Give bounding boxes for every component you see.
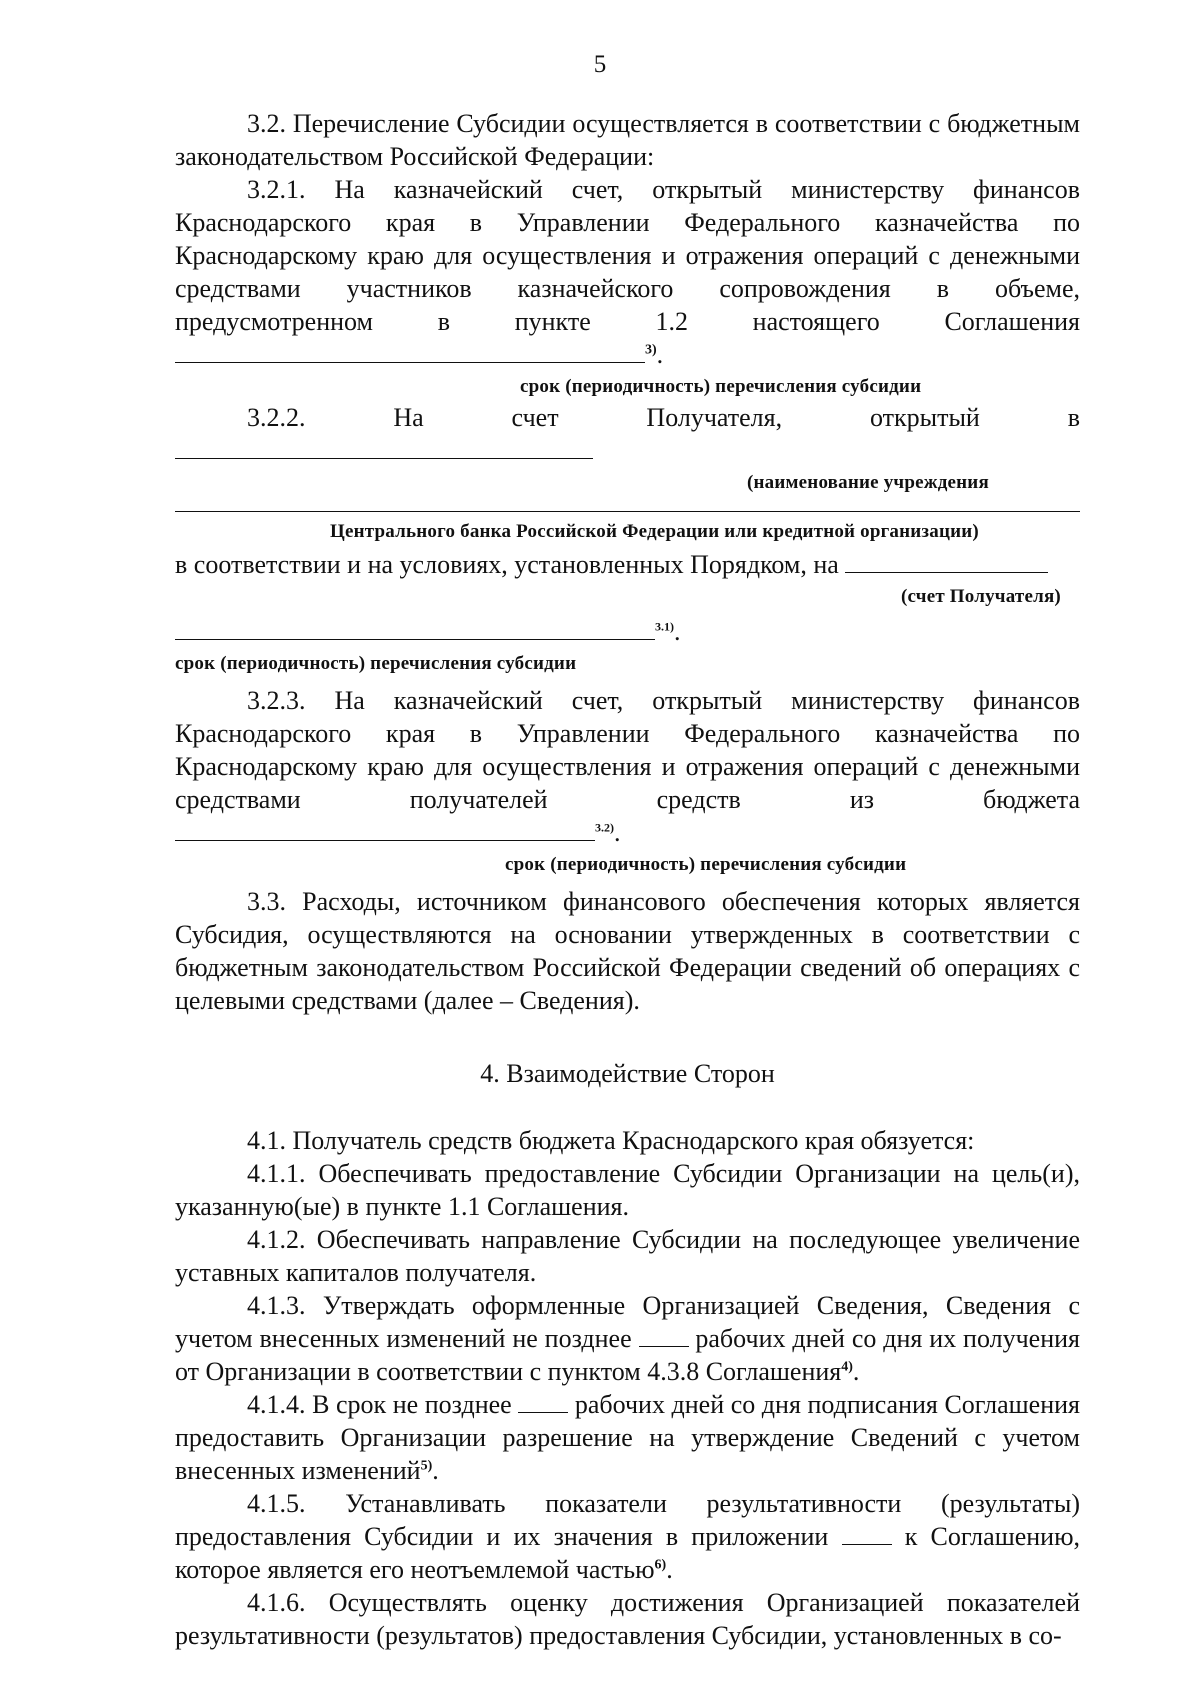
caption-bank-name: (наименование учреждения — [747, 472, 989, 493]
blank-line-bank-name — [175, 457, 593, 459]
clause-3-2-3-text: 3.2.3. На казначейский счет, открытый министерству финансов Краснодарского края в Управлении Федерального казначейства по Краснодарскому краю для осуществления и отражения операций с денежными средствами получателей средств из бюджета — [175, 686, 1080, 814]
clause-3-2-2-cont — [175, 548, 1080, 581]
clause-4-1-6: 4.1.6. Осуществлять оценку достижения Организацией показателей результативности (результатов) предоставления Субсидии, установленных в со- — [175, 1588, 1080, 1650]
caption-bank-name-cont: Центрального банка Российской Федерации или кредитной организации) — [330, 521, 979, 542]
clause-3-2-1-text: 3.2.1. На казначейский счет, открытый министерству финансов Краснодарского края в Управлении Федерального казначейства по Краснодарскому краю для осуществления и отражения операций с денежными средствами участников казначейского сопровождения в объеме, предусмотренном в пункте 1.2 настоящего Соглашения — [175, 175, 1080, 336]
clause-4-1-3-text-a: 4.1.3. Утверждать оформленные Организацией Сведения, Сведения с учетом внесенных изменений не позднее — [175, 1291, 1080, 1353]
clause-3-3: 3.3. Расходы, источником финансового обеспечения которых является Субсидия, осуществляются на основании утвержденных в соответствии с бюджетным законодательством Российской Федерации сведений об операциях с целевыми средствами (далее – Сведения). — [175, 887, 1080, 1015]
blank-line-bank-name-full — [175, 511, 1080, 512]
footnote-ref-3-1: 3.1) — [655, 619, 674, 634]
caption-period-3-2-2: срок (периодичность) перечисления субсидии — [175, 653, 577, 674]
blank-days-4-1-3 — [639, 1345, 689, 1347]
section-4-title: 4. Взаимодействие Сторон — [480, 1059, 775, 1088]
clause-3-2-2-period: $^{3.1)}$. — [175, 615, 1080, 648]
clause-4-1-4-text-b: рабочих дней со дня подписания Соглашения предоставить Организации разрешение на утверждение Сведений с учетом внесенных изменений — [175, 1390, 1081, 1485]
clause-3-2-2-cont-text: в соответствии и на условиях, установленных Порядком, на — [175, 550, 839, 579]
clause-3-2-2 — [175, 401, 1080, 467]
blank-line-period-3-2-2 — [175, 638, 655, 640]
blank-line-period-3-2-3 — [175, 839, 595, 841]
clause-4-1-1: 4.1.1. Обеспечивать предоставление Субсидии Организации на цель(и), указанную(ые) в пункте 1.1 Соглашения. — [175, 1159, 1080, 1221]
footnote-ref-3-2: 3.2) — [595, 820, 614, 835]
clause-4-1-2: 4.1.2. Обеспечивать направление Субсидии на последующее увеличение уставных капиталов получателя. — [175, 1225, 1080, 1287]
footnote-ref-4: 4) — [841, 1359, 853, 1375]
caption-period-3-2-1: срок (периодичность) перечисления субсидии — [520, 376, 922, 397]
clause-4-1-4: 4.1.4. В срок не позднее рабочих дней со дня подписания Соглашения предоставить Организации разрешение на утверждение Сведений с учетом внесенных изменений$^{5)}$. — [175, 1390, 1081, 1485]
caption-account: (счет Получателя) — [901, 586, 1061, 607]
caption-period-3-2-3: срок (периодичность) перечисления субсидии — [505, 854, 907, 875]
clause-4-1-5-text-b: к Соглашению, которое является его неотъемлемой частью — [175, 1522, 1081, 1584]
clause-4-1-5-text-a: 4.1.5. Устанавливать показатели результативности (результаты) предоставления Субсидии и их значения в приложении — [175, 1489, 1080, 1551]
page-number: 5 — [593, 51, 607, 78]
clause-4-1-5: 4.1.5. Устанавливать показатели результативности (результаты) предоставления Субсидии и их значения в приложении к Соглашению, которое является его неотъемлемой частью$^{6)}$. — [175, 1489, 1081, 1584]
clause-3-2-1: 3.2.1. На казначейский счет, открытый министерству финансов Краснодарского края в Управлении Федерального казначейства по Краснодарскому краю для осуществления и отражения операций с денежными средствами участников казначейского сопровождения в объеме, предусмотренном в пункте 1.2 настоящего Соглашения $^{3)}$. — [175, 175, 1080, 369]
footnote-ref-5: 5) — [420, 1458, 433, 1474]
clause-3-2: 3.2. Перечисление Субсидии осуществляется в соответствии с бюджетным законодательством Российской Федерации: — [175, 109, 1080, 171]
document-body — [175, 107, 1080, 1652]
blank-line-account — [845, 571, 1048, 573]
clause-3-2-3: 3.2.3. На казначейский счет, открытый министерству финансов Краснодарского края в Управлении Федерального казначейства по Краснодарскому краю для осуществления и отражения операций с денежными средствами получателей средств из бюджета $^{3.2)}$. — [175, 686, 1080, 847]
blank-line-period-3-2-1 — [175, 361, 645, 363]
clause-3-2-2-text: 3.2.2. На счет Получателя, открытый в — [247, 403, 1080, 432]
footnote-ref-6: 6) — [654, 1557, 667, 1573]
clause-4-1-3: 4.1.3. Утверждать оформленные Организацией Сведения, Сведения с учетом внесенных изменений не позднее рабочих дней со дня их получения от Организации в соответствии с пунктом 4.3.8 Соглашения$^{4)}$. — [175, 1291, 1081, 1386]
blank-days-4-1-4 — [518, 1411, 568, 1413]
clause-4-1-4-text-a: 4.1.4. В срок не позднее — [247, 1390, 512, 1419]
footnote-ref-3: 3) — [645, 342, 657, 358]
blank-appendix-number — [842, 1543, 892, 1545]
clause-4-1-3-text-b: рабочих дней со дня их получения от Организации в соответствии с пунктом 4.3.8 Соглашения — [175, 1324, 1081, 1386]
clause-4-1: 4.1. Получатель средств бюджета Краснодарского края обязуется: — [247, 1126, 975, 1155]
